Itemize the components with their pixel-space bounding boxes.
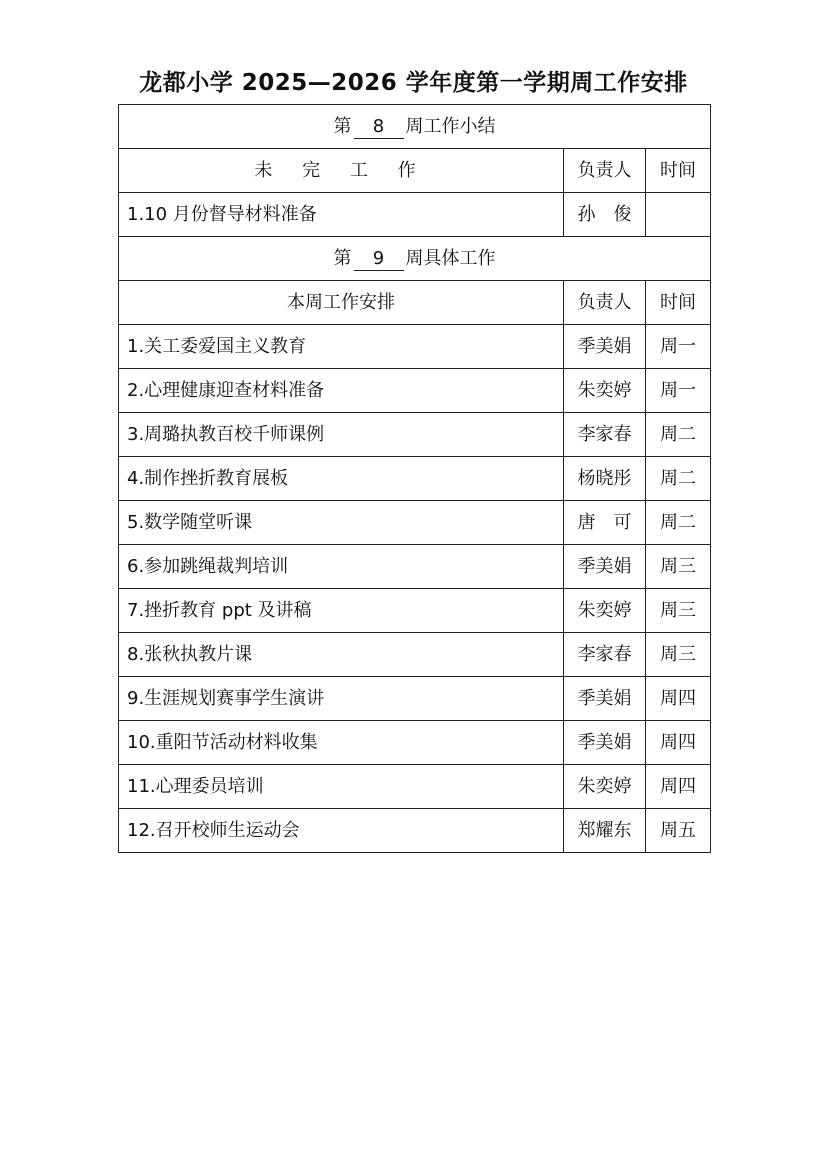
plan-person-cell: 杨晓彤	[564, 457, 646, 501]
plan-person-cell: 季美娟	[564, 545, 646, 589]
unfinished-task-cell: 1.10 月份督导材料准备	[119, 193, 564, 237]
plan-task-cell: 4.制作挫折教育展板	[119, 457, 564, 501]
plan-time-cell: 周五	[646, 809, 711, 853]
plan-time-cell: 周一	[646, 369, 711, 413]
plan-time-cell: 周一	[646, 325, 711, 369]
document-title: 龙都小学 2025—2026 学年度第一学期周工作安排	[139, 70, 688, 96]
table-row	[119, 589, 711, 633]
plan-time-cell: 周二	[646, 457, 711, 501]
plan-task-cell: 10.重阳节活动材料收集	[119, 721, 564, 765]
plan-time-cell: 周四	[646, 721, 711, 765]
summary-section-header	[119, 105, 711, 149]
plan-person-cell: 季美娟	[564, 325, 646, 369]
summary-person-header: 负责人	[564, 149, 646, 193]
plan-task-cell: 8.张秋执教片课	[119, 633, 564, 677]
plan-task-cell: 5.数学随堂听课	[119, 501, 564, 545]
plan-task-header: 本周工作安排	[119, 281, 564, 325]
summary-prefix: 第	[333, 116, 352, 137]
plan-task-cell: 1.关工委爱国主义教育	[119, 325, 564, 369]
plan-section-header	[119, 237, 711, 281]
plan-person-cell: 郑耀东	[564, 809, 646, 853]
summary-task-header	[119, 149, 564, 193]
table-row	[119, 677, 711, 721]
table-row	[119, 545, 711, 589]
plan-person-cell: 朱奕婷	[564, 765, 646, 809]
table-row	[119, 413, 711, 457]
table-row	[119, 721, 711, 765]
plan-time-cell: 周四	[646, 677, 711, 721]
plan-section-header-row	[119, 237, 711, 281]
plan-task-cell: 11.心理委员培训	[119, 765, 564, 809]
plan-person-cell: 朱奕婷	[564, 369, 646, 413]
table-row	[119, 633, 711, 677]
plan-person-cell: 李家春	[564, 413, 646, 457]
unfinished-person-cell: 孙 俊	[564, 193, 646, 237]
table-row	[119, 193, 711, 237]
table-row	[119, 809, 711, 853]
table-row	[119, 501, 711, 545]
plan-person-cell: 李家春	[564, 633, 646, 677]
plan-task-cell: 3.周璐执教百校千师课例	[119, 413, 564, 457]
plan-time-cell: 周三	[646, 633, 711, 677]
weekly-schedule-table	[118, 104, 711, 853]
plan-suffix: 周具体工作	[405, 248, 496, 269]
plan-time-cell: 周四	[646, 765, 711, 809]
plan-person-header: 负责人	[564, 281, 646, 325]
table-row	[119, 765, 711, 809]
table-row	[119, 325, 711, 369]
table-row	[119, 457, 711, 501]
summary-section-header-row	[119, 105, 711, 149]
plan-task-cell: 2.心理健康迎查材料准备	[119, 369, 564, 413]
plan-column-header-row	[119, 281, 711, 325]
plan-person-cell: 季美娟	[564, 677, 646, 721]
plan-person-cell: 唐 可	[564, 501, 646, 545]
plan-time-cell: 周二	[646, 413, 711, 457]
summary-column-header-row	[119, 149, 711, 193]
plan-week-number: 9	[354, 248, 404, 271]
plan-time-header: 时间	[646, 281, 711, 325]
table-row	[119, 369, 711, 413]
summary-week-number: 8	[354, 116, 404, 139]
plan-task-cell: 12.召开校师生运动会	[119, 809, 564, 853]
summary-suffix: 周工作小结	[405, 116, 496, 137]
summary-time-header: 时间	[646, 149, 711, 193]
plan-person-cell: 朱奕婷	[564, 589, 646, 633]
plan-task-cell: 7.挫折教育 ppt 及讲稿	[119, 589, 564, 633]
plan-prefix: 第	[333, 248, 352, 269]
plan-time-cell: 周三	[646, 589, 711, 633]
plan-task-cell: 6.参加跳绳裁判培训	[119, 545, 564, 589]
plan-task-cell: 9.生涯规划赛事学生演讲	[119, 677, 564, 721]
plan-person-cell: 季美娟	[564, 721, 646, 765]
summary-task-header-label: 未 完 工 作	[254, 160, 428, 181]
unfinished-time-cell	[646, 193, 711, 237]
plan-time-cell: 周二	[646, 501, 711, 545]
plan-time-cell: 周三	[646, 545, 711, 589]
